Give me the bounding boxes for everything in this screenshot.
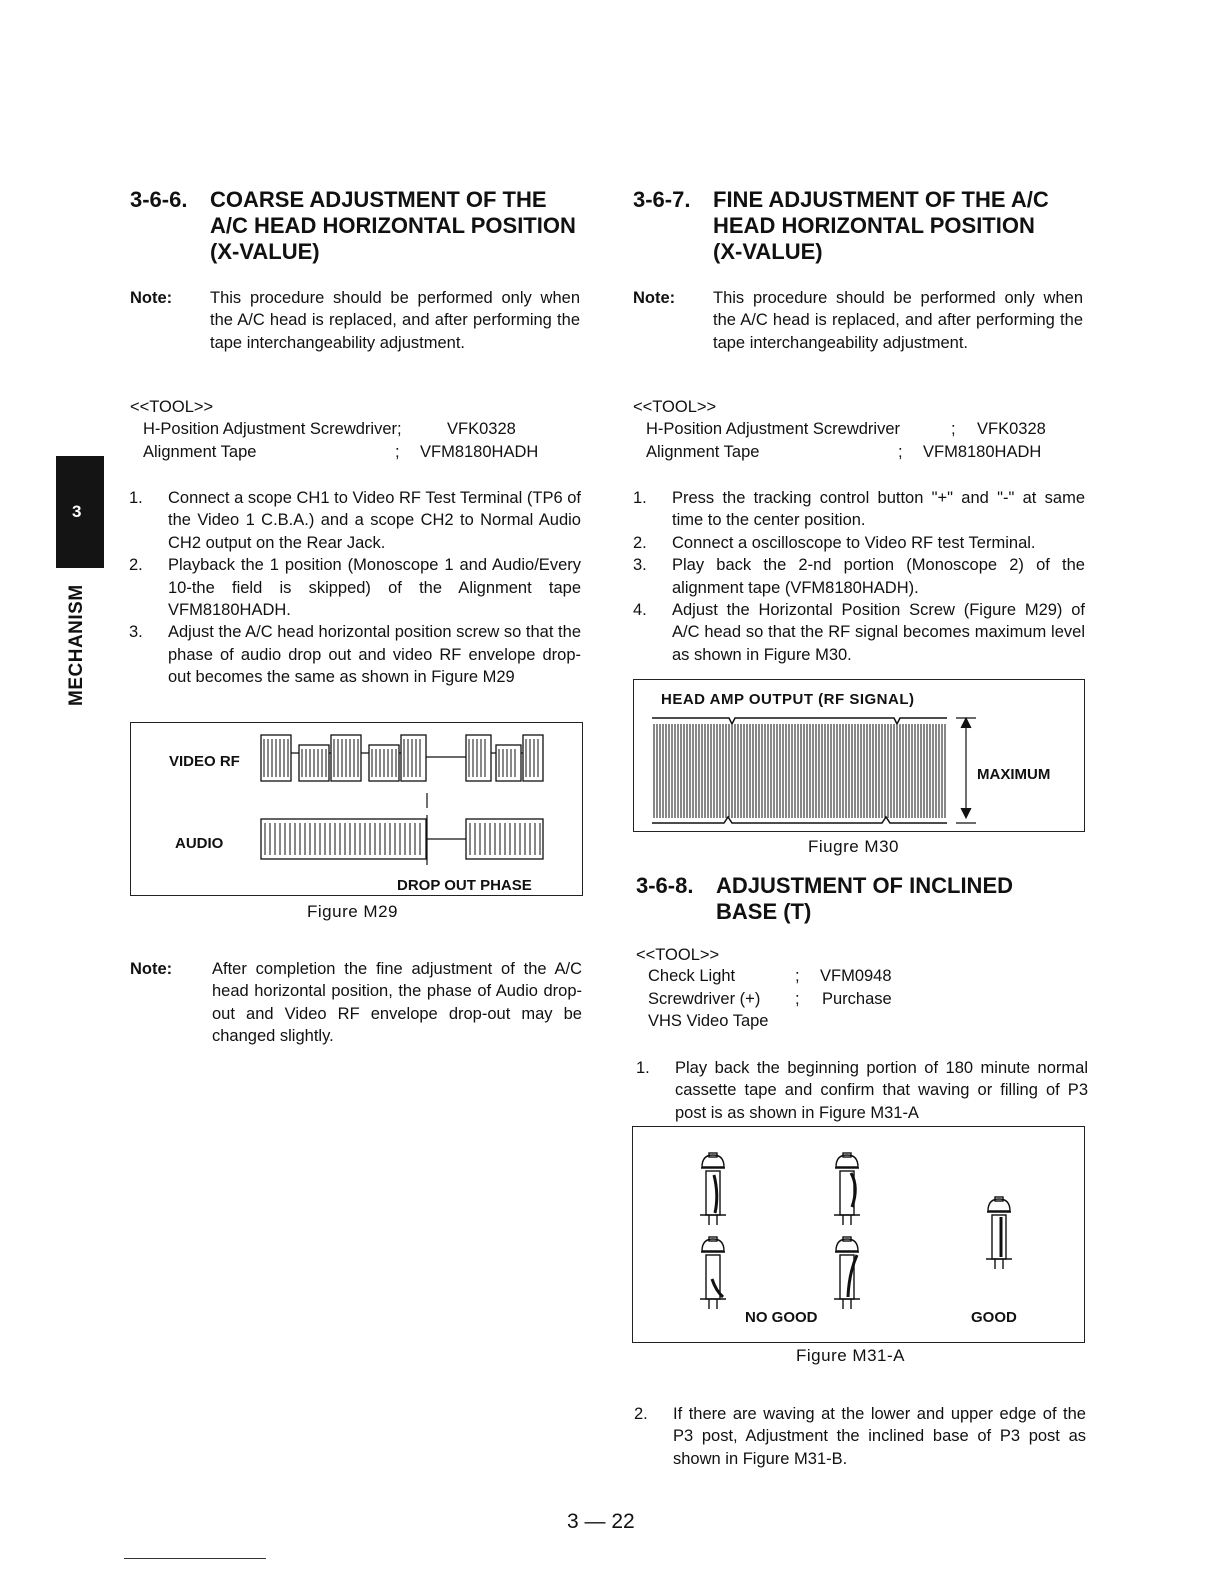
- note-label: Note:: [130, 960, 173, 978]
- chapter-label: MECHANISM: [66, 584, 87, 706]
- tool-sep: ;: [795, 967, 800, 985]
- post-base: [986, 1259, 1012, 1269]
- note-text: After completion the fine adjustment of the A/C head horizontal position, the phase of Audio drop-out and Video RF envelope drop-out may be changed slightly.: [212, 960, 582, 1046]
- page-number: 3 — 22: [567, 1510, 635, 1533]
- video-rf-ticks: [302, 749, 326, 777]
- tool-row: [636, 988, 1096, 1011]
- p3-post-diagram: [633, 1127, 1084, 1342]
- tool-value: VFK0328: [447, 420, 516, 438]
- video-rf-ticks: [404, 739, 420, 777]
- video-rf-ticks: [499, 749, 515, 777]
- step-item: 2. If there are waving at the lower and upper edge of the P3 post, Adjustment the inclined base of P3 post as shown in Figure M31-B.: [634, 1405, 1086, 1468]
- tape-curl: [712, 1279, 723, 1297]
- step-item: 1. Press the tracking control button "+" and "-" at same time to the center position.: [633, 489, 1085, 530]
- tool-header: <<TOOL>>: [633, 398, 717, 416]
- figure-m30: [633, 679, 1085, 832]
- tool-name: Alignment Tape: [646, 442, 760, 461]
- tool-list: [130, 398, 590, 463]
- tool-name: VHS Video Tape: [648, 1012, 769, 1030]
- tool-row: [636, 1010, 1096, 1033]
- audio-ticks: [470, 823, 540, 855]
- tool-value: VFK0328: [977, 420, 1046, 438]
- drop-out-phase-label: DROP OUT PHASE: [397, 877, 532, 894]
- tool-sep: ;: [951, 420, 956, 438]
- section-number: 3-6-6.: [130, 187, 188, 212]
- tool-value: VFM8180HADH: [420, 442, 539, 461]
- video-rf-block: [496, 745, 521, 781]
- tool-name: Alignment Tape: [143, 442, 257, 461]
- waveform-lines: [261, 735, 543, 865]
- tool-value: VFM0948: [820, 967, 892, 985]
- video-rf-block: [401, 735, 426, 781]
- figure-caption: Figure M31-A: [796, 1346, 905, 1365]
- section-heading-3-6-7: [633, 187, 1093, 267]
- tool-header: <<TOOL>>: [130, 398, 214, 416]
- good-label: GOOD: [971, 1309, 1017, 1326]
- tool-row: [130, 418, 590, 441]
- post-base: [834, 1299, 860, 1309]
- step-item: 3. Adjust the A/C head horizontal position screw so that the phase of audio drop out and video RF envelope drop-out becomes the same as shown in Figure M29: [129, 623, 581, 687]
- no-good-label: NO GOOD: [745, 1309, 818, 1326]
- tool-row: [636, 965, 1096, 988]
- maximum-label: MAXIMUM: [977, 766, 1051, 783]
- procedure-steps: [129, 487, 581, 689]
- section-title: ADJUSTMENT OF INCLINED BASE (T): [716, 873, 1013, 924]
- tool-sep: ;: [898, 442, 903, 461]
- video-rf-ticks: [334, 739, 358, 777]
- video-rf-ticks: [526, 739, 538, 777]
- tool-name: Screwdriver (+): [648, 989, 761, 1008]
- section-number: 3-6-8.: [636, 873, 694, 898]
- footer-rule: [124, 1558, 266, 1559]
- video-rf-ticks: [469, 739, 485, 777]
- tool-row: [633, 441, 1093, 464]
- chapter-number: 3: [72, 502, 82, 521]
- note-text: This procedure should be performed only when the A/C head is replaced, and after performing the tape interchangeability adjustment.: [713, 289, 1083, 352]
- rf-envelope-top: [652, 718, 947, 724]
- audio-label: AUDIO: [175, 835, 224, 852]
- tool-sep: ;: [395, 442, 400, 461]
- step-item: 1. Connect a scope CH1 to Video RF Test Terminal (TP6 of the Video 1 C.B.A.) and a scope CH2 to Normal Audio CH2 output on the Rear Jack.: [129, 489, 581, 552]
- video-rf-ticks: [264, 739, 288, 777]
- note-label: Note:: [633, 289, 676, 307]
- step-item: 3. Play back the 2-nd portion (Monoscope 2) of the alignment tape (VFM8180HADH).: [633, 556, 1085, 597]
- step-item: 2. Connect a oscilloscope to Video RF test Terminal.: [633, 533, 1036, 552]
- step-item: 2. Playback the 1 position (Monoscope 1 and Audio/Every 10-the field is skipped) of the Alignment tape VFM8180HADH.: [129, 556, 581, 620]
- post-body: [992, 1215, 1006, 1259]
- maximum-dimension: [956, 718, 976, 823]
- figure-m31a: [632, 1126, 1085, 1343]
- tool-header: <<TOOL>>: [636, 946, 720, 964]
- step-item: 4. Adjust the Horizontal Position Screw (Figure M29) of A/C head so that the RF signal becomes maximum level as shown in Figure M30.: [633, 601, 1085, 664]
- tool-name: Check Light: [648, 967, 736, 985]
- video-rf-block: [466, 735, 491, 781]
- tool-list-2: [636, 946, 1096, 1033]
- section-title: FINE ADJUSTMENT OF THE A/C HEAD HORIZONTAL POSITION (X-VALUE): [713, 187, 1049, 264]
- note-label: Note:: [130, 289, 173, 307]
- section-heading-3-6-6: [130, 187, 590, 267]
- note-block-2: [130, 958, 582, 1050]
- section-title: COARSE ADJUSTMENT OF THE A/C HEAD HORIZONTAL POSITION (X-VALUE): [210, 187, 576, 264]
- tape-curl: [714, 1175, 717, 1213]
- procedure-steps-3: [634, 1403, 1086, 1470]
- procedure-steps: [633, 487, 1085, 666]
- tape-curl: [851, 1173, 855, 1207]
- audio-ticks: [265, 823, 420, 855]
- post-base: [700, 1215, 726, 1225]
- tape-curl: [848, 1255, 857, 1297]
- note-block: [130, 287, 580, 377]
- step-item: 1. Play back the beginning portion of 180 minute normal cassette tape and confirm that waving or filling of P3 post is as shown in Figure M31-A: [636, 1059, 1088, 1122]
- post-base: [700, 1299, 726, 1309]
- chapter-tab: [56, 456, 104, 568]
- rf-signal-lines: [654, 724, 945, 818]
- tool-sep: ;: [795, 989, 800, 1008]
- note-block: [633, 287, 1083, 377]
- procedure-steps-2: [636, 1057, 1088, 1124]
- tool-name: H-Position Adjustment Screwdriver;: [143, 420, 402, 438]
- section-number: 3-6-7.: [633, 187, 691, 212]
- post-base: [834, 1215, 860, 1225]
- figure-caption: Fiugre M30: [808, 837, 899, 856]
- rf-signal-diagram: [634, 680, 1084, 831]
- video-rf-label: VIDEO RF: [169, 753, 240, 770]
- tool-value: VFM8180HADH: [923, 442, 1042, 461]
- note-text: This procedure should be performed only when the A/C head is replaced, and after performing the tape interchangeability adjustment.: [210, 289, 580, 352]
- tool-row: [633, 418, 1093, 441]
- tool-row: [130, 441, 590, 464]
- video-rf-ticks: [372, 749, 396, 777]
- rf-envelope-lines: [652, 718, 976, 823]
- p3-post-drawings: [700, 1153, 1012, 1309]
- tool-list: [633, 398, 1093, 463]
- rf-audio-waveform-diagram: [131, 723, 582, 895]
- head-amp-output-title: HEAD AMP OUTPUT (RF SIGNAL): [661, 691, 915, 708]
- tool-name: H-Position Adjustment Screwdriver: [646, 420, 901, 438]
- section-heading-3-6-8: [636, 873, 1096, 927]
- tool-value: Purchase: [822, 989, 892, 1008]
- figure-caption: Figure M29: [307, 902, 398, 921]
- audio-block: [261, 819, 426, 859]
- figure-m29: [130, 722, 583, 896]
